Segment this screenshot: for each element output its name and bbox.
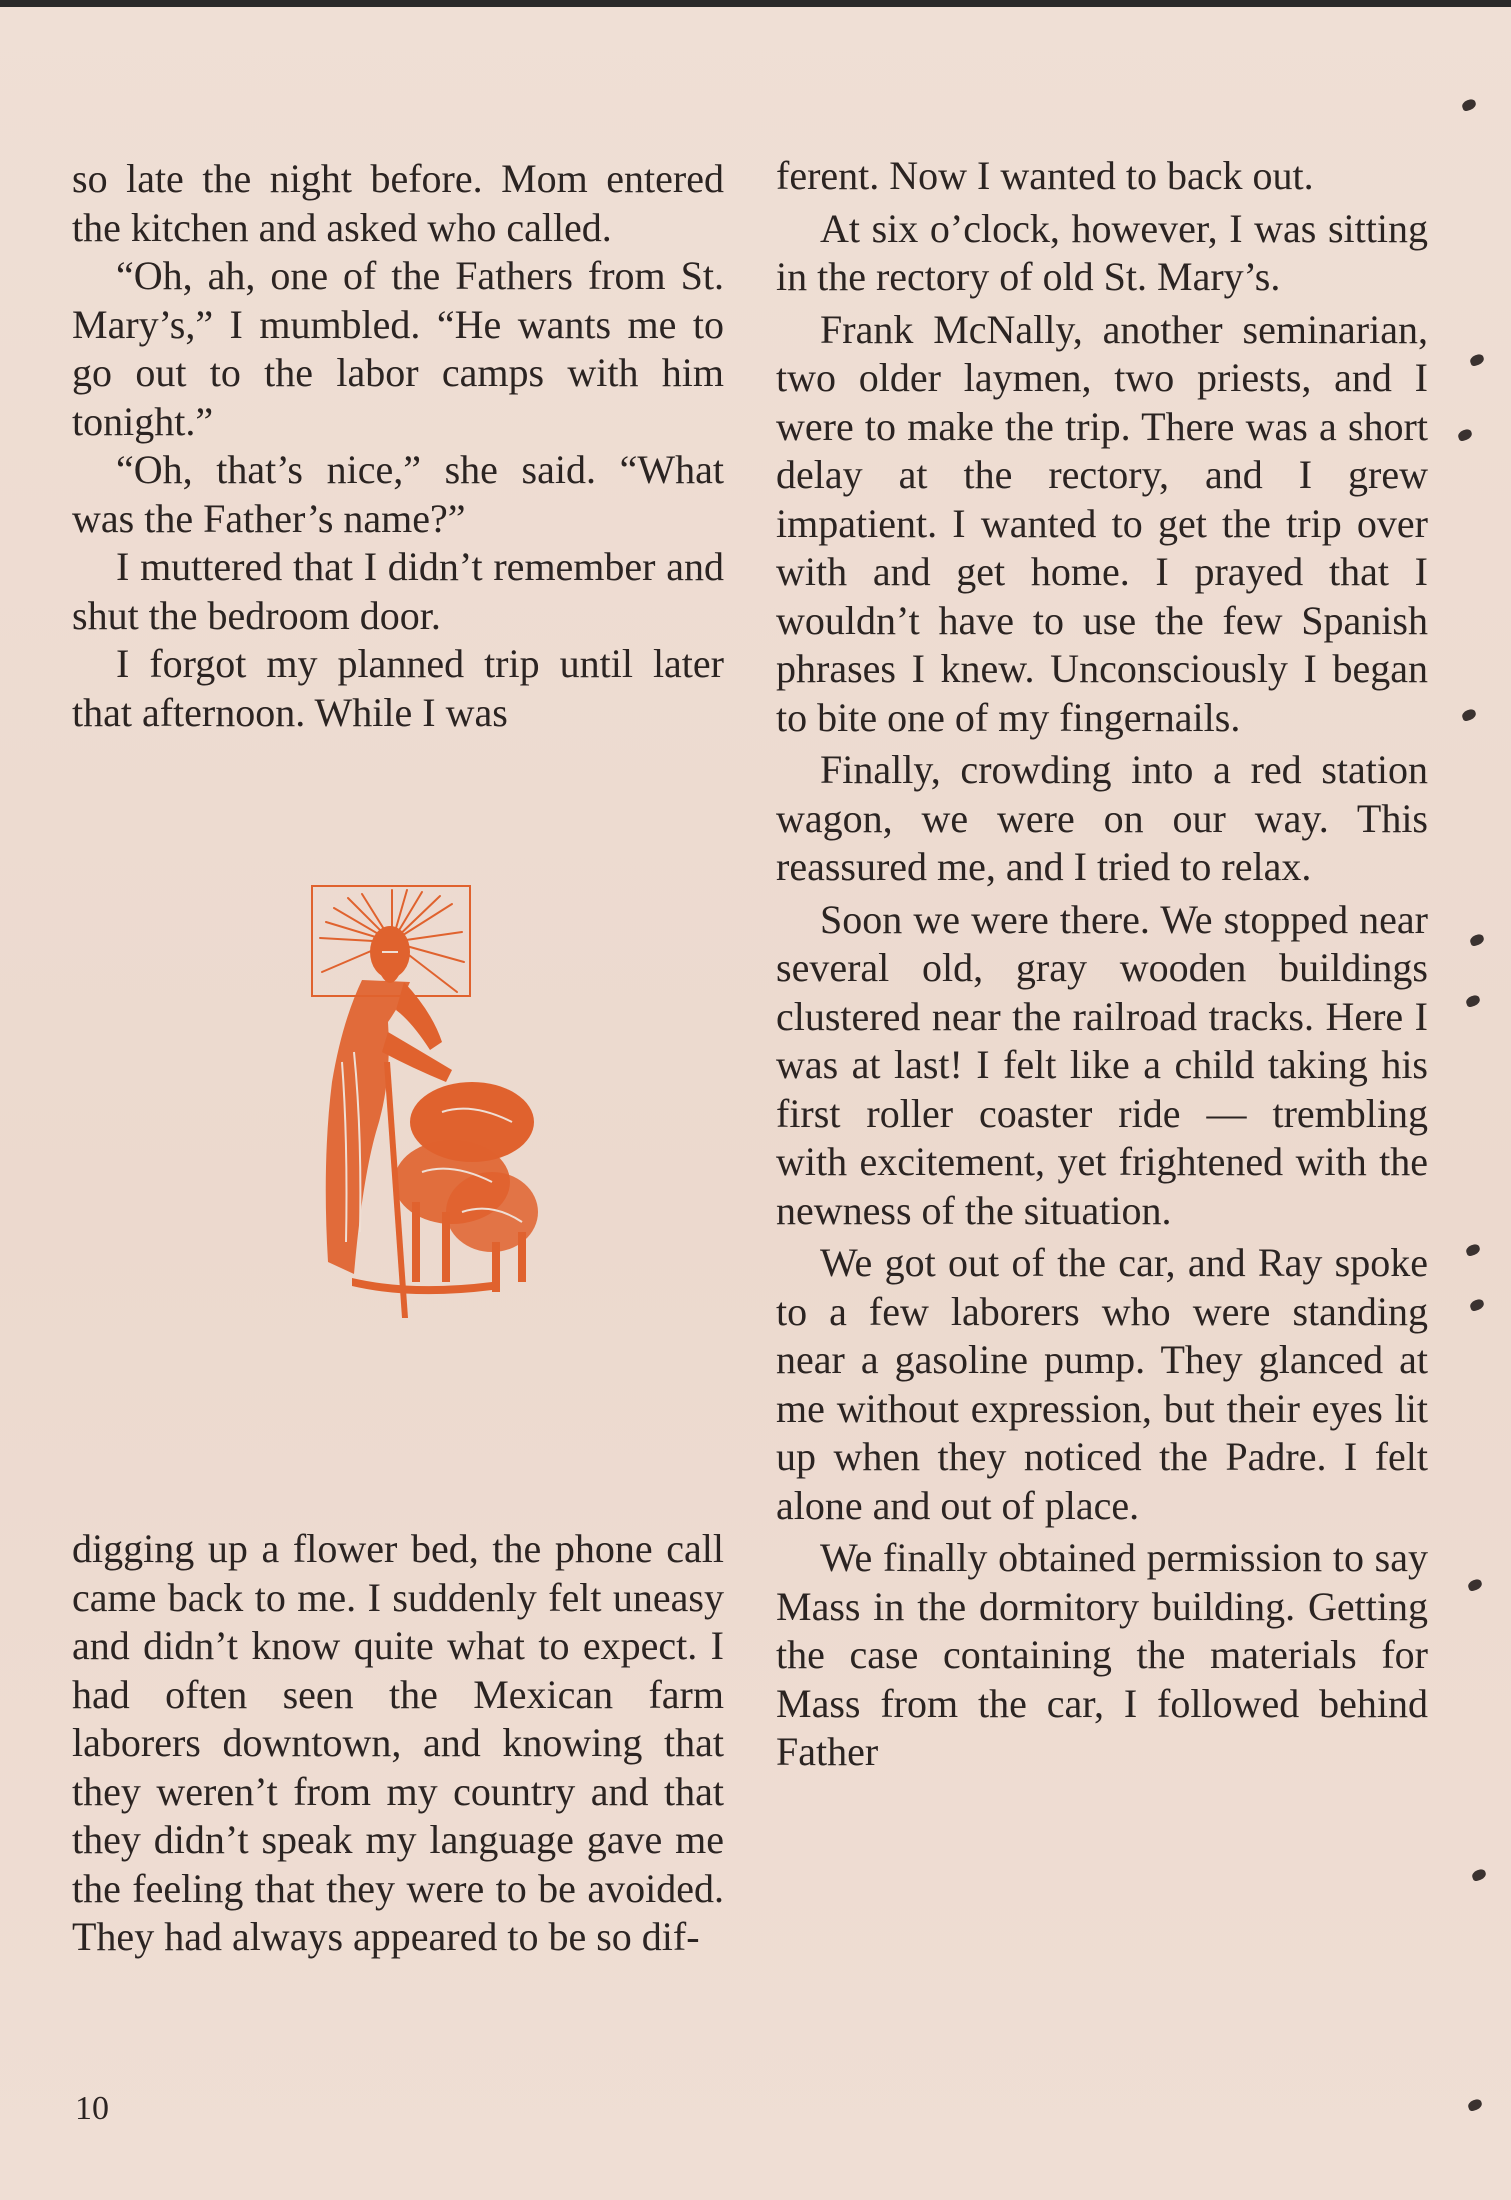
page-number: 10 [75,2090,109,2127]
paragraph: We got out of the car, and Ray spoke to a few laborers who were standing near a gasoline pump. They glanced at me without expression, but their eyes lit up when they noticed the Padre. I felt alone and out of place. [776,1240,1428,1528]
paragraph: I muttered that I didn’t remember and shut the bedroom door. [72,544,724,638]
left-column-top [72,155,724,737]
paragraph: “Oh, that’s nice,” she said. “What was the Father’s name?” [72,447,724,541]
speck [1465,994,1482,1008]
paragraph: ferent. Now I wanted to back out. [776,153,1314,198]
paragraph: At six o’clock, however, I was sitting in the rectory of old St. Mary’s. [776,205,1428,299]
speck [1467,2098,1484,2112]
paragraph: I forgot my planned trip until later that afternoon. While I was [72,641,724,735]
right-column [776,152,1428,1777]
paragraph: Finally, crowding into a red station wagon, we were on our way. This reassured me, and I tried to relax. [776,747,1428,889]
speck [1465,1243,1482,1257]
speck [1469,933,1486,947]
saint-with-sheep-woodcut-icon [292,882,558,1322]
speck [1457,428,1474,442]
paragraph: Soon we were there. We stopped near several old, gray wooden buildings clustered near the railroad tracks. Here I was at last! I felt like a child taking his first roller coaster ride — trembling with excitement, yet frightened with the newness of the situation. [776,896,1428,1233]
left-column-bottom [72,1525,724,1962]
speck [1469,353,1486,367]
paragraph: We finally obtained permission to say Mass in the dormitory building. Getting the case containing the materials for Mass from the car, I followed behind Father [776,1535,1428,1774]
speck [1469,1298,1486,1312]
paragraph: so late the night before. Mom entered the kitchen and asked who called. [72,156,724,250]
speck [1467,1578,1484,1592]
paragraph: “Oh, ah, one of the Fathers from St. Mary’s,” I mumbled. “He wants me to go out to the labor camps with him tonight.” [72,253,724,444]
speck [1471,1868,1488,1882]
speck [1461,708,1478,722]
speck [1461,98,1478,112]
paragraph: Frank McNally, another seminarian, two older laymen, two priests, and I were to make the trip. There was a short delay at the rectory, and I grew impatient. I wanted to get the trip over with and get home. I prayed that I wouldn’t have to use the few Spanish phrases I knew. Unconsciously I began to bite one of my fingernails. [776,306,1428,740]
paragraph: digging up a flower bed, the phone call came back to me. I suddenly felt uneasy and didn’t know quite what to expect. I had often seen the Mexican farm laborers downtown, and knowing that they weren’t from my country and that they didn’t speak my language gave me the feeling that they were to be avoided. They had always appeared to be so dif- [72,1526,724,1959]
top-edge-bar [0,0,1511,7]
